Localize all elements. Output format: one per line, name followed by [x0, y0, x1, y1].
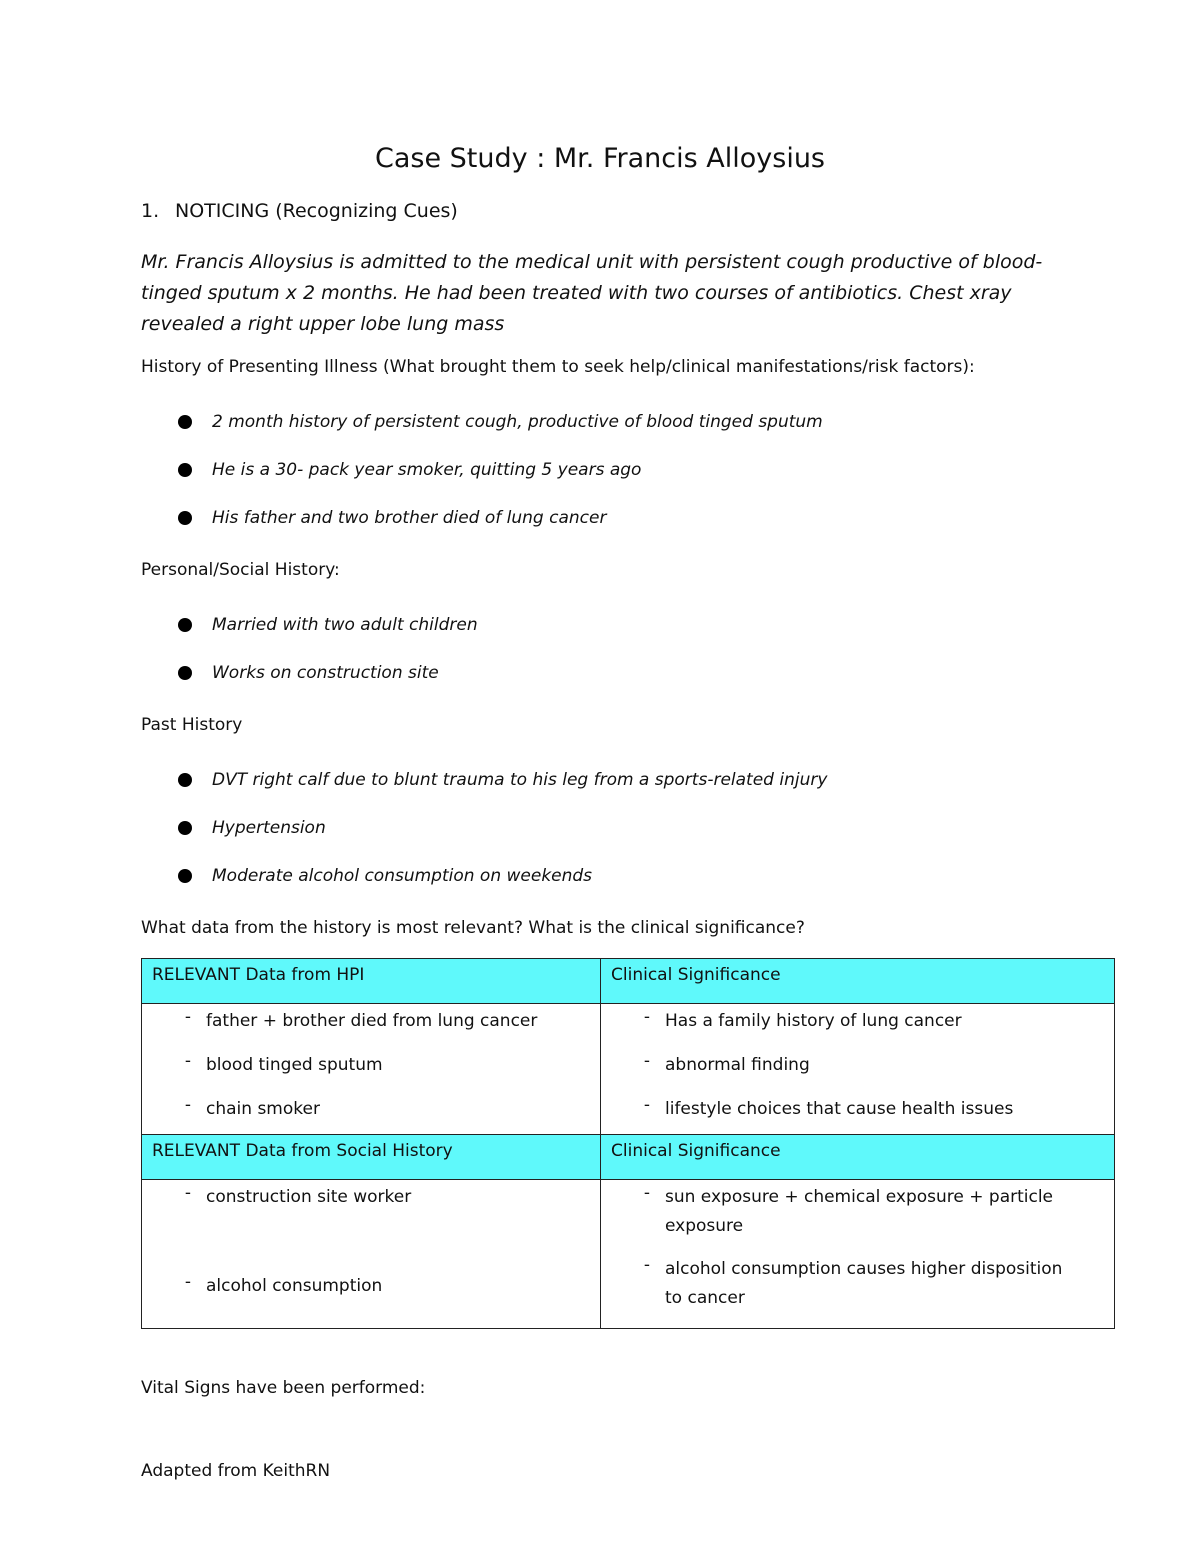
list-item: - abnormal finding: [643, 1051, 810, 1075]
list-item: - alcohol consumption causes higher disposition to cancer: [643, 1255, 1063, 1308]
list-item: He is a 30- pack year smoker, quitting 5 years ago: [178, 460, 641, 480]
list-item: - construction site worker: [184, 1183, 412, 1207]
section-heading: [141, 200, 458, 222]
list-item: - blood tinged sputum: [184, 1051, 383, 1075]
list-item: Married with two adult children: [178, 615, 478, 635]
table-header-cell: Clinical Significance: [601, 959, 1115, 1004]
intro-paragraph: [141, 247, 1061, 340]
bullet-icon: [178, 821, 192, 835]
list-item: His father and two brother died of lung cancer: [178, 508, 606, 528]
intro-line: tinged sputum x 2 months. He had been treated with two courses of antibiotics. Chest xray: [141, 282, 1012, 304]
list-item: - chain smoker: [184, 1095, 320, 1119]
intro-line: Mr. Francis Alloysius is admitted to the medical unit with persistent cough productive of blood-: [141, 251, 1043, 273]
table-cell: [601, 1180, 1115, 1329]
footer-credit: Adapted from KeithRN: [141, 1461, 331, 1481]
list-item: DVT right calf due to blunt trauma to his leg from a sports-related injury: [178, 770, 827, 790]
bullet-icon: [178, 618, 192, 632]
bullet-icon: [178, 869, 192, 883]
list-item: Works on construction site: [178, 663, 439, 683]
social-label: Personal/Social History:: [141, 560, 340, 580]
section-number: 1.: [141, 200, 160, 222]
bullet-icon: [178, 415, 192, 429]
page-title: Case Study : Mr. Francis Alloysius: [375, 143, 825, 174]
list-item: - alcohol consumption: [184, 1272, 383, 1296]
section-title: NOTICING (Recognizing Cues): [175, 200, 458, 222]
list-item: Hypertension: [178, 818, 326, 838]
list-item: - Has a family history of lung cancer: [643, 1007, 962, 1031]
bullet-icon: [178, 666, 192, 680]
list-item: - sun exposure + chemical exposure + particle exposure: [643, 1183, 1054, 1236]
relevance-question: What data from the history is most relevant? What is the clinical significance?: [141, 918, 805, 938]
past-label: Past History: [141, 715, 243, 735]
table-header-cell: Clinical Significance: [601, 1135, 1115, 1180]
table-cell: [142, 1180, 601, 1329]
list-item: - father + brother died from lung cancer: [184, 1007, 538, 1031]
relevance-table: [141, 958, 1115, 1329]
bullet-icon: [178, 463, 192, 477]
list-item: 2 month history of persistent cough, productive of blood tinged sputum: [178, 412, 823, 432]
intro-line: revealed a right upper lobe lung mass: [141, 313, 505, 335]
table-cell: [142, 1004, 601, 1135]
table-header-cell: RELEVANT Data from Social History: [142, 1135, 601, 1180]
bullet-icon: [178, 511, 192, 525]
bullet-icon: [178, 773, 192, 787]
vitals-label: Vital Signs have been performed:: [141, 1378, 426, 1398]
list-item: - lifestyle choices that cause health issues: [643, 1095, 1014, 1119]
list-item: Moderate alcohol consumption on weekends: [178, 866, 592, 886]
hpi-label: History of Presenting Illness (What brought them to seek help/clinical manifestations/risk factors):: [141, 357, 975, 377]
table-header-cell: RELEVANT Data from HPI: [142, 959, 601, 1004]
table-cell: [601, 1004, 1115, 1135]
